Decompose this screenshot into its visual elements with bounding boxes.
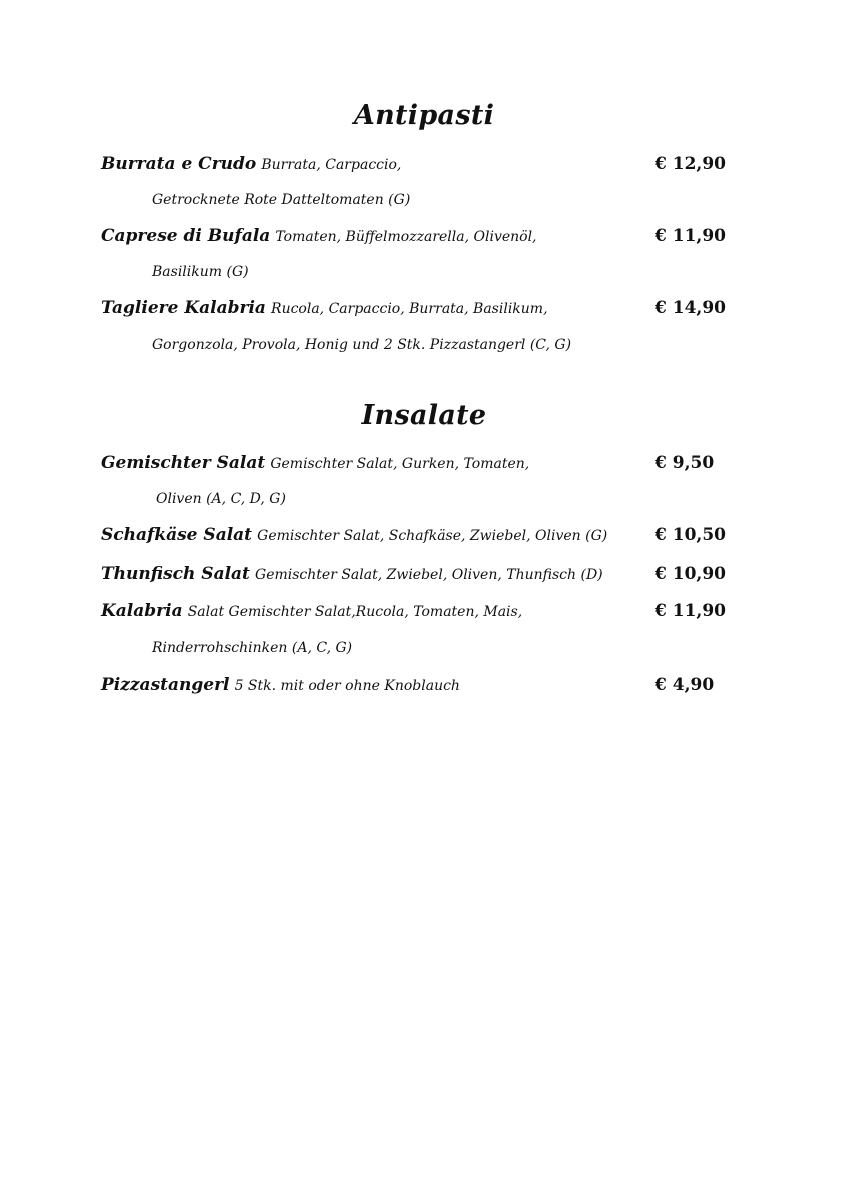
menu-item-name: Thunfisch Salat [101, 564, 250, 584]
menu-item-price: € 10,50 [655, 525, 726, 545]
menu-item-tagliere-kalabria [101, 294, 741, 322]
menu-item-thunfisch-salat [101, 560, 741, 588]
menu-item-description: Gemischter Salat, Gurken, Tomaten, [270, 456, 530, 472]
menu-item-description: 5 Stk. mit oder ohne Knoblauch [234, 678, 460, 694]
menu-item-description-continued: Oliven (A, C, D, G) [156, 491, 286, 507]
menu-item-burrata-e-crudo [101, 150, 741, 178]
menu-item-description: Gemischter Salat, Schafkäse, Zwiebel, Oliven (G) [257, 528, 608, 544]
menu-item-name: Caprese di Bufala [101, 226, 271, 246]
section-title-antipasti: Antipasti [353, 100, 495, 131]
menu-item-description: Gemischter Salat, Zwiebel, Oliven, Thunfisch (D) [255, 567, 603, 583]
menu-item-name: Tagliere Kalabria [101, 298, 266, 318]
menu-item-description-continued: Getrocknete Rote Datteltomaten (G) [152, 192, 411, 208]
menu-item-price: € 10,90 [655, 564, 726, 584]
menu-item-pizzastangerl [101, 671, 741, 699]
section-title-insalate: Insalate [361, 400, 487, 431]
menu-item-price: € 11,90 [655, 226, 726, 246]
menu-item-description: Burrata, Carpaccio, [261, 157, 402, 173]
menu-item-description: Tomaten, Büffelmozzarella, Olivenöl, [275, 229, 537, 245]
menu-item-gemischter-salat [101, 449, 741, 477]
menu-item-name: Gemischter Salat [101, 453, 266, 473]
menu-item-price: € 12,90 [655, 154, 726, 174]
menu-item-price: € 9,50 [655, 453, 715, 473]
menu-item-price: € 14,90 [655, 298, 726, 318]
menu-item-name: Kalabria [101, 601, 183, 621]
menu-item-price: € 4,90 [655, 675, 715, 695]
menu-item-description: Salat Gemischter Salat,Rucola, Tomaten, Mais, [187, 604, 523, 620]
menu-item-description-continued: Rinderrohschinken (A, C, G) [152, 640, 353, 656]
menu-item-name: Pizzastangerl [101, 675, 230, 695]
menu-item-description: Rucola, Carpaccio, Burrata, Basilikum, [271, 301, 548, 317]
menu-item-description-continued: Gorgonzola, Provola, Honig und 2 Stk. Pizzastangerl (C, G) [152, 337, 572, 353]
menu-item-name: Burrata e Crudo [101, 154, 257, 174]
menu-item-name: Schafkäse Salat [101, 525, 253, 545]
menu-item-caprese-di-bufala [101, 222, 741, 250]
menu-item-price: € 11,90 [655, 601, 726, 621]
menu-item-schafkaese-salat [101, 521, 741, 549]
menu-item-description-continued: Basilikum (G) [152, 264, 249, 280]
menu-item-kalabria [101, 597, 741, 625]
